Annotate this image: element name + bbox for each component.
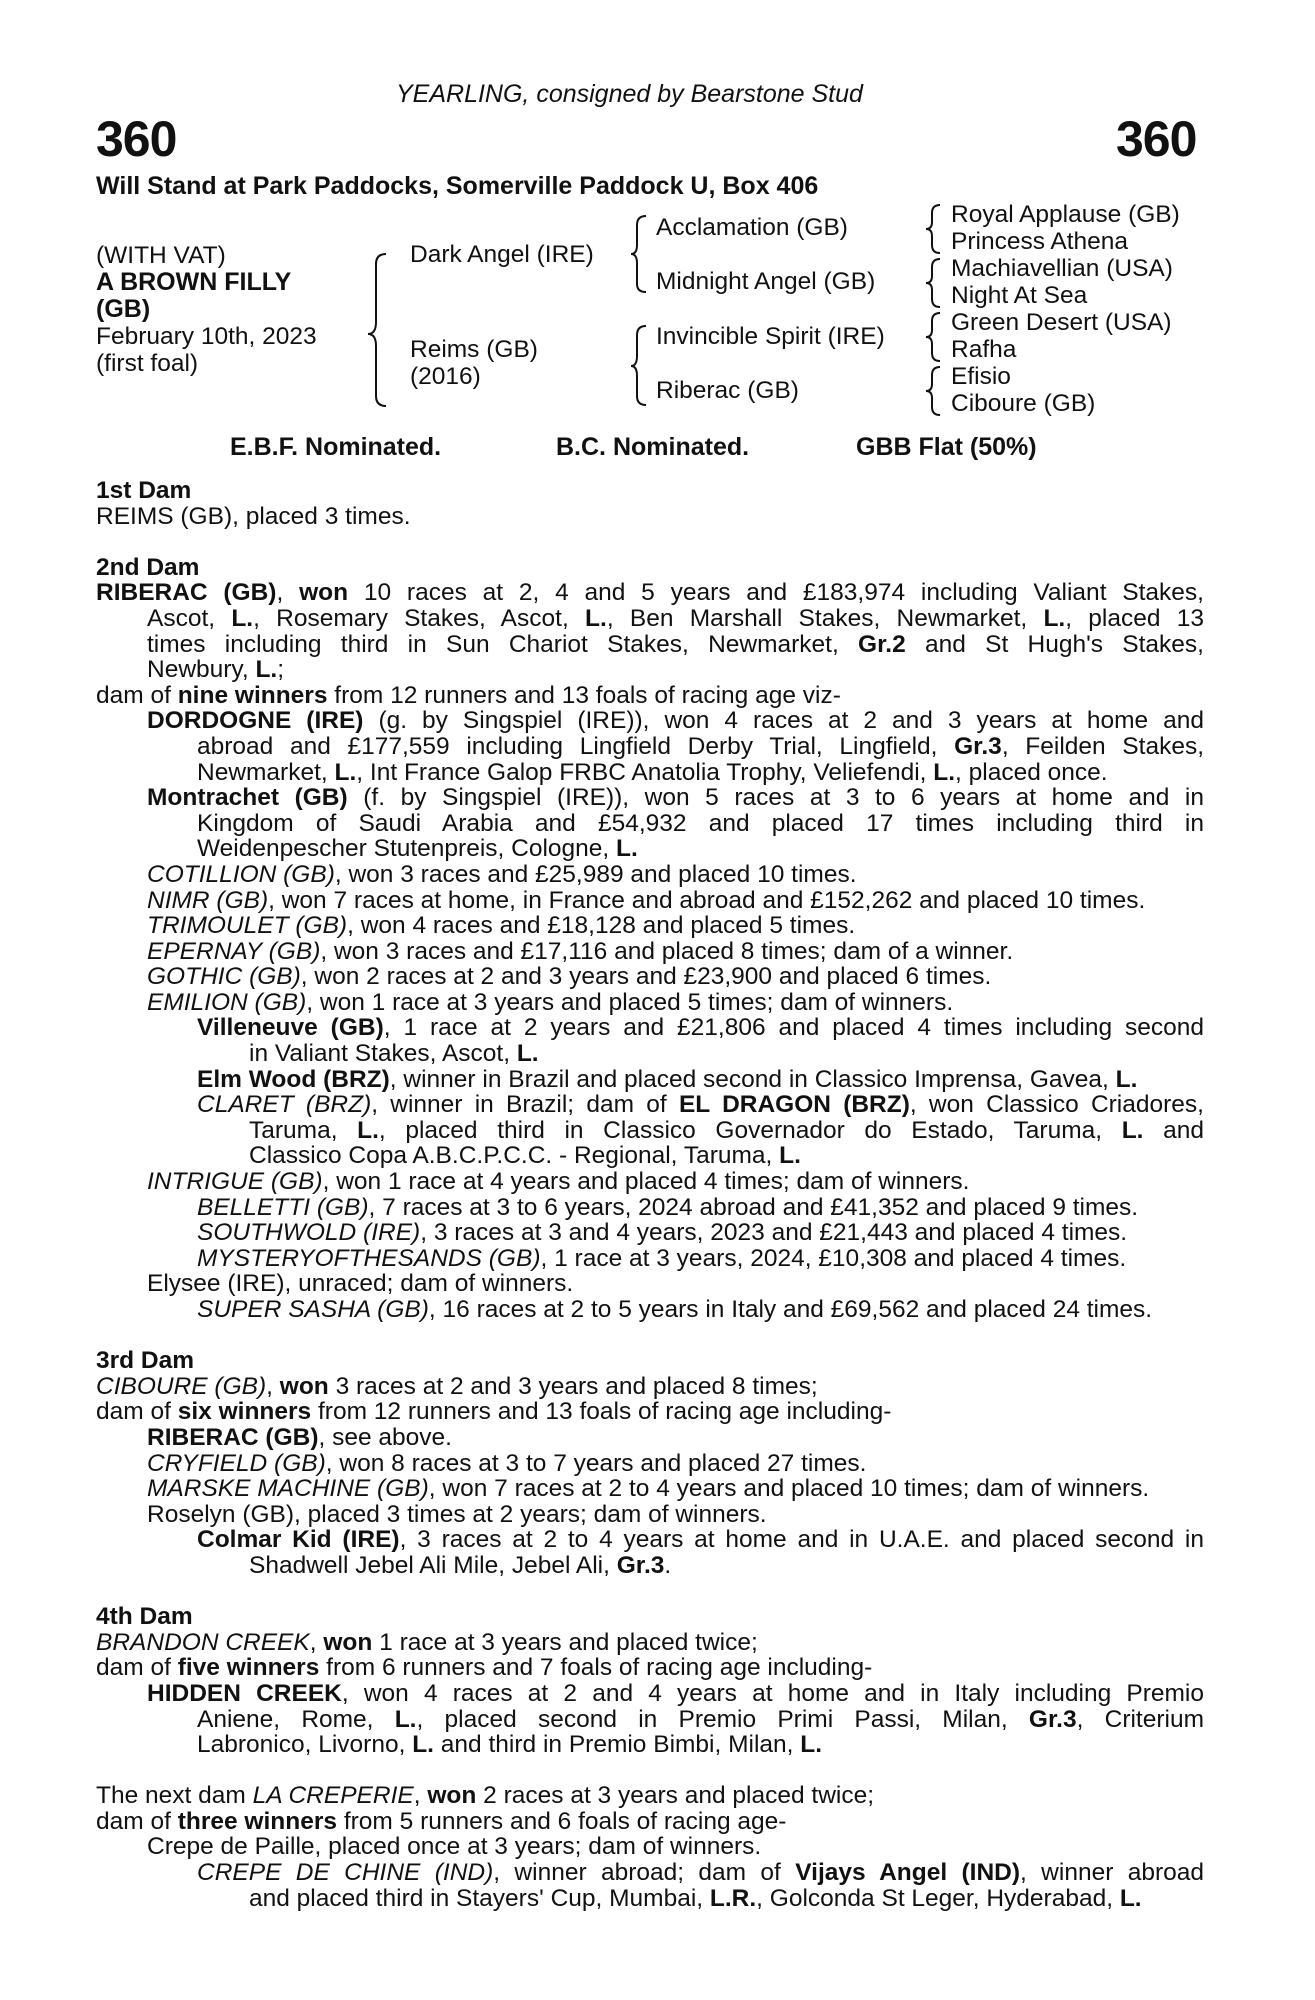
- third-dam-section: [96, 1348, 1204, 1578]
- dordogne-entry-2: abroad and £177,559 including Lingfield Derby Trial, Lingfield, Gr.3, Feilden Stakes,: [197, 732, 1205, 760]
- claret-entry-3: Classico Copa A.B.C.P.C.C. - Regional, Taruma, L.: [249, 1142, 801, 1170]
- villeneuve-entry: Villeneuve (GB), 1 race at 2 years and £21,806 and placed 4 times including second: [197, 1014, 1204, 1042]
- supersasha-entry: SUPER SASHA (GB), 16 races at 2 to 5 years in Italy and £69,562 and placed 24 times.: [197, 1296, 1153, 1323]
- brace-gen3-2: [926, 259, 940, 307]
- lot-number-left: 360: [96, 111, 177, 167]
- cryfield-entry: CRYFIELD (GB), won 8 races at 3 to 7 years and placed 27 times.: [147, 1449, 867, 1477]
- second-dam-section: [96, 555, 1204, 1323]
- third-dam-produce: dam of six winners from 12 runners and 13 foals of racing age including-: [96, 1398, 892, 1426]
- first-dam-text: REIMS (GB), placed 3 times.: [96, 502, 411, 530]
- brace-gen2-upper: [631, 216, 646, 292]
- pedigree-notes: [96, 478, 1204, 1911]
- next-dam-section: [96, 1783, 1204, 1911]
- birth-date: February 10th, 2023: [96, 323, 317, 350]
- crepe-chine-entry-2: and placed third in Stayers' Cup, Mumbai, L.R., Golconda St Leger, Hyderabad, L.: [249, 1884, 1142, 1912]
- colmar-entry-2: Shadwell Jebel Ali Mile, Jebel Ali, Gr.3.: [249, 1551, 672, 1579]
- gen3-4: Night At Sea: [951, 282, 1088, 309]
- belletti-entry: BELLETTI (GB), 7 races at 3 to 6 years, 2024 abroad and £41,352 and placed 9 times.: [197, 1193, 1139, 1221]
- mystery-entry: MYSTERYOFTHESANDS (GB), 1 race at 3 years, 2024, £10,308 and placed 4 times.: [197, 1244, 1127, 1272]
- fourth-dam-produce: dam of five winners from 6 runners and 7 foals of racing age including-: [96, 1654, 873, 1682]
- creperie-entry: The next dam LA CREPERIE, won 2 races at 3 years and placed twice;: [96, 1782, 875, 1810]
- dam-year: (2016): [410, 363, 481, 390]
- gen2-sire-sire: Acclamation (GB): [656, 214, 848, 241]
- riberac-entry: RIBERAC (GB), won 10 races at 2, 4 and 5 years and £183,974 including Valiant Stakes,: [96, 579, 1204, 607]
- gen3-3: Machiavellian (USA): [951, 255, 1173, 282]
- southwold-entry: SOUTHWOLD (IRE), 3 races at 3 and 4 years, 2023 and £21,443 and placed 4 times.: [197, 1219, 1128, 1247]
- brace-gen1: [368, 254, 386, 406]
- gen3-8: Ciboure (GB): [951, 390, 1096, 417]
- bc-nomination: B.C. Nominated.: [556, 433, 750, 461]
- elysee-entry: Elysee (IRE), unraced; dam of winners.: [147, 1270, 574, 1298]
- colmar-entry: Colmar Kid (IRE), 3 races at 2 to 4 years at home and in U.A.E. and placed second in: [197, 1526, 1204, 1554]
- horse-title-2: (GB): [96, 295, 151, 323]
- gothic-entry: GOTHIC (GB), won 2 races at 2 and 3 years and £23,900 and placed 6 times.: [147, 963, 992, 991]
- gen3-2: Princess Athena: [951, 228, 1129, 255]
- hidden-creek-entry: HIDDEN CREEK, won 4 races at 2 and 4 years at home and in Italy including Premio: [147, 1679, 1204, 1707]
- riberac-entry-4: Newbury, L.;: [147, 656, 285, 684]
- elmwood-entry: Elm Wood (BRZ), winner in Brazil and placed second in Classico Imprensa, Gavea, L.: [197, 1065, 1138, 1093]
- foal-note: (first foal): [96, 350, 199, 377]
- fourth-dam-heading: 4th Dam: [96, 1603, 193, 1631]
- gen3-6: Rafha: [951, 336, 1017, 363]
- montrachet-entry-2: Kingdom of Saudi Arabia and £54,932 and placed 17 times including third in: [197, 809, 1204, 837]
- gen2-sire-dam: Midnight Angel (GB): [656, 268, 876, 295]
- montrachet-entry-3: Weidenpescher Stutenpreis, Cologne, L.: [197, 835, 638, 863]
- next-dam-produce: dam of three winners from 5 runners and 6 foals of racing age-: [96, 1807, 787, 1835]
- montrachet-entry: Montrachet (GB) (f. by Singspiel (IRE)), won 5 races at 3 to 6 years at home and in: [147, 784, 1204, 812]
- second-dam-heading: 2nd Dam: [96, 553, 200, 581]
- brace-gen2-lower: [631, 326, 646, 405]
- dordogne-entry: DORDOGNE (IRE) (g. by Singspiel (IRE)), won 4 races at 2 and 3 years at home and: [147, 707, 1205, 735]
- gen3-5: Green Desert (USA): [951, 309, 1172, 336]
- second-dam-produce: dam of nine winners from 12 runners and 13 foals of racing age viz-: [96, 681, 841, 709]
- gbb-flat: GBB Flat (50%): [856, 433, 1037, 461]
- first-dam-section: [96, 478, 1204, 529]
- claret-entry-2: Taruma, L., placed third in Classico Governador do Estado, Taruma, L. and: [249, 1116, 1204, 1144]
- riberac-ref-entry: RIBERAC (GB), see above.: [147, 1423, 452, 1451]
- brace-gen3-1: [926, 205, 940, 253]
- lot-number-right: 360: [1116, 111, 1197, 167]
- roselyn-entry: Roselyn (GB), placed 3 times at 2 years; dam of winners.: [147, 1500, 767, 1528]
- hidden-creek-entry-2: Aniene, Rome, L., placed second in Premio Primi Passi, Milan, Gr.3, Criterium: [197, 1705, 1204, 1733]
- vat-label: (WITH VAT): [96, 242, 226, 269]
- crepe-chine-entry: CREPE DE CHINE (IND), winner abroad; dam of Vijays Angel (IND), winner abroad: [197, 1859, 1204, 1887]
- villeneuve-entry-2: in Valiant Stakes, Ascot, L.: [249, 1040, 539, 1068]
- dordogne-entry-3: Newmarket, L., Int France Galop FRBC Anatolia Trophy, Veliefendi, L., placed once.: [197, 758, 1108, 786]
- horse-title-1: A BROWN FILLY: [96, 268, 292, 296]
- brace-gen3-3: [926, 313, 940, 361]
- nimr-entry: NIMR (GB), won 7 races at home, in France and abroad and £152,262 and placed 10 times.: [147, 886, 1146, 914]
- crepe-paille-entry: Crepe de Paille, placed once at 3 years; dam of winners.: [147, 1833, 762, 1861]
- dam-name: Reims (GB): [410, 336, 538, 363]
- gen3-7: Efisio: [951, 363, 1011, 390]
- riberac-entry-2: Ascot, L., Rosemary Stakes, Ascot, L., Ben Marshall Stakes, Newmarket, L., placed 13: [147, 604, 1205, 632]
- gen2-dam-dam: Riberac (GB): [656, 377, 799, 404]
- third-dam-heading: 3rd Dam: [96, 1347, 195, 1375]
- hidden-creek-entry-3: Labronico, Livorno, L. and third in Premio Bimbi, Milan, L.: [197, 1731, 823, 1759]
- gen2-dam-sire: Invincible Spirit (IRE): [656, 323, 885, 350]
- emilion-entry: EMILION (GB), won 1 race at 3 years and placed 5 times; dam of winners.: [147, 988, 954, 1016]
- trimoulet-entry: TRIMOULET (GB), won 4 races and £18,128 and placed 5 times.: [147, 912, 856, 940]
- brace-gen3-4: [926, 367, 940, 415]
- claret-entry: CLARET (BRZ), winner in Brazil; dam of EL DRAGON (BRZ), won Classico Criadores,: [197, 1091, 1204, 1119]
- cotillion-entry: COTILLION (GB), won 3 races and £25,989 and placed 10 times.: [147, 860, 857, 888]
- intrigue-entry: INTRIGUE (GB), won 1 race at 4 years and placed 4 times; dam of winners.: [147, 1168, 970, 1196]
- sire-name: Dark Angel (IRE): [410, 241, 594, 268]
- marske-entry: MARSKE MACHINE (GB), won 7 races at 2 to 4 years and placed 10 times; dam of winners.: [147, 1475, 1150, 1503]
- brandon-entry: BRANDON CREEK, won 1 race at 3 years and placed twice;: [96, 1628, 758, 1656]
- consignment-line: YEARLING, consigned by Bearstone Stud: [396, 80, 863, 108]
- fourth-dam-section: [96, 1604, 1204, 1758]
- riberac-entry-3: times including third in Sun Chariot Stakes, Newmarket, Gr.2 and St Hugh's Stakes,: [147, 630, 1204, 658]
- epernay-entry: EPERNAY (GB), won 3 races and £17,116 and placed 8 times; dam of a winner.: [147, 937, 1014, 965]
- ebf-nomination: E.B.F. Nominated.: [230, 433, 442, 461]
- gen3-1: Royal Applause (GB): [951, 201, 1180, 228]
- stand-location: Will Stand at Park Paddocks, Somerville Paddock U, Box 406: [96, 172, 819, 200]
- ciboure-entry: CIBOURE (GB), won 3 races at 2 and 3 years and placed 8 times;: [96, 1372, 818, 1400]
- first-dam-heading: 1st Dam: [96, 477, 192, 504]
